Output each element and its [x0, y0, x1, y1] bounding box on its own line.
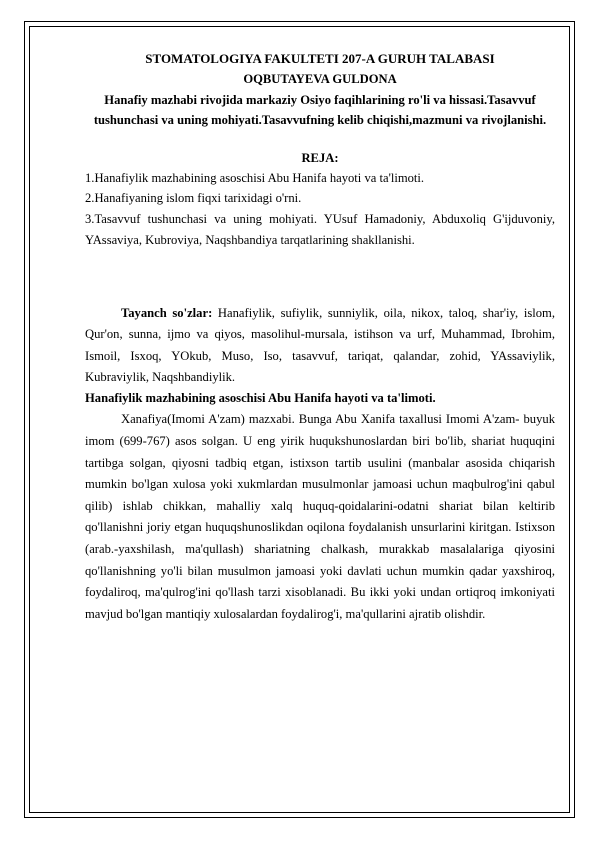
keywords-label: Tayanch so'zlar: [121, 305, 213, 320]
keywords-paragraph [85, 303, 555, 389]
plan-item: 2.Hanafiyaning islom fiqxi tarixidagi o'rni. [85, 191, 302, 206]
header-line-faculty: STOMATOLOGIYA FAKULTETI 207-A GURUH TALABASI [145, 51, 495, 66]
section-title: Hanafiylik mazhabining asoschisi Abu Hanifa hayoti va ta'limoti. [85, 391, 436, 406]
plan-item: 1.Hanafiylik mazhabining asoschisi Abu Hanifa hayoti va ta'limoti. [85, 170, 425, 185]
header-line-student: OQBUTAYEVA GULDONA [243, 72, 397, 87]
keywords-text: Hanafiylik, sufiylik, sunniylik, oila, nikox, taloq, shar'iy, islom, Qur'on, sunna, ijmo va qiyos, masolihul-mursala, istihson va urf, Muhammad, Ibrohim, Ismoil, Isxoq, YOkub, Muso, Iso, tasavvuf, tariqat, qalandar, zohid, YAssaviylik, Kubraviylik, Naqshbandiylik. [85, 305, 555, 385]
document-body [85, 49, 555, 625]
section-paragraph: Xanafiya(Imomi A'zam) mazxabi. Bunga Abu Xanifa taxallusi Imomi A'zam- buyuk imom (699-767) asos solgan. U eng yirik huqukshunoslardan biri bo'lib, shariat huquqini tartibga solgan, qiyosni tadbiq etgan, istixson tartib usulini (manbalar asosida chiqarish mumkin bo'lgan xulosa yoki xukmlardan musulmonlar jamoasi uchun maqbulrog'ini qabul qilib) ishlab chikkan, mahalliy xalq huquq-qoidalarini-odatni shariat bilan keltirib qo'llanishni joriy etgan huquqshunoslikdan oqilona foydalanish unsurlarini kiritgan. Istixson (arab.-yaxshilash, ma'qullash) shariatning chalkash, murakkab masalalariga qiyosini qo'llanishning yo'li bilan musulmon jamoasi yoki davlati uchun mumkin qadar yaxshiroq, foydaliroq, ma'qulrog'ini qo'llash tarzi xisoblanadi. Bu ikki yoki undan ortiqroq imkoniyati mavjud bo'lgan mantiqiy xulosalardan foydalirog'i, ma'qullarini ajratib olishdir. [85, 412, 555, 621]
header-topic: Hanafiy mazhabi rivojida markaziy Osiyo faqihlarining ro'li va hissasi.Tasavvuf tushunchasi va uning mohiyati.Tasavvufning kelib chiqishi,mazmuni va rivojlanishi. [93, 92, 547, 128]
plan-list [85, 168, 555, 251]
plan-title: REJA: [301, 150, 339, 165]
plan-item: 3.Tasavvuf tushunchasi va uning mohiyati. YUsuf Hamadoniy, Abduxoliq G'ijduvoniy, YAssaviya, Kubroviya, Naqshbandiya tarqatlarining shakllanishi. [85, 212, 555, 248]
